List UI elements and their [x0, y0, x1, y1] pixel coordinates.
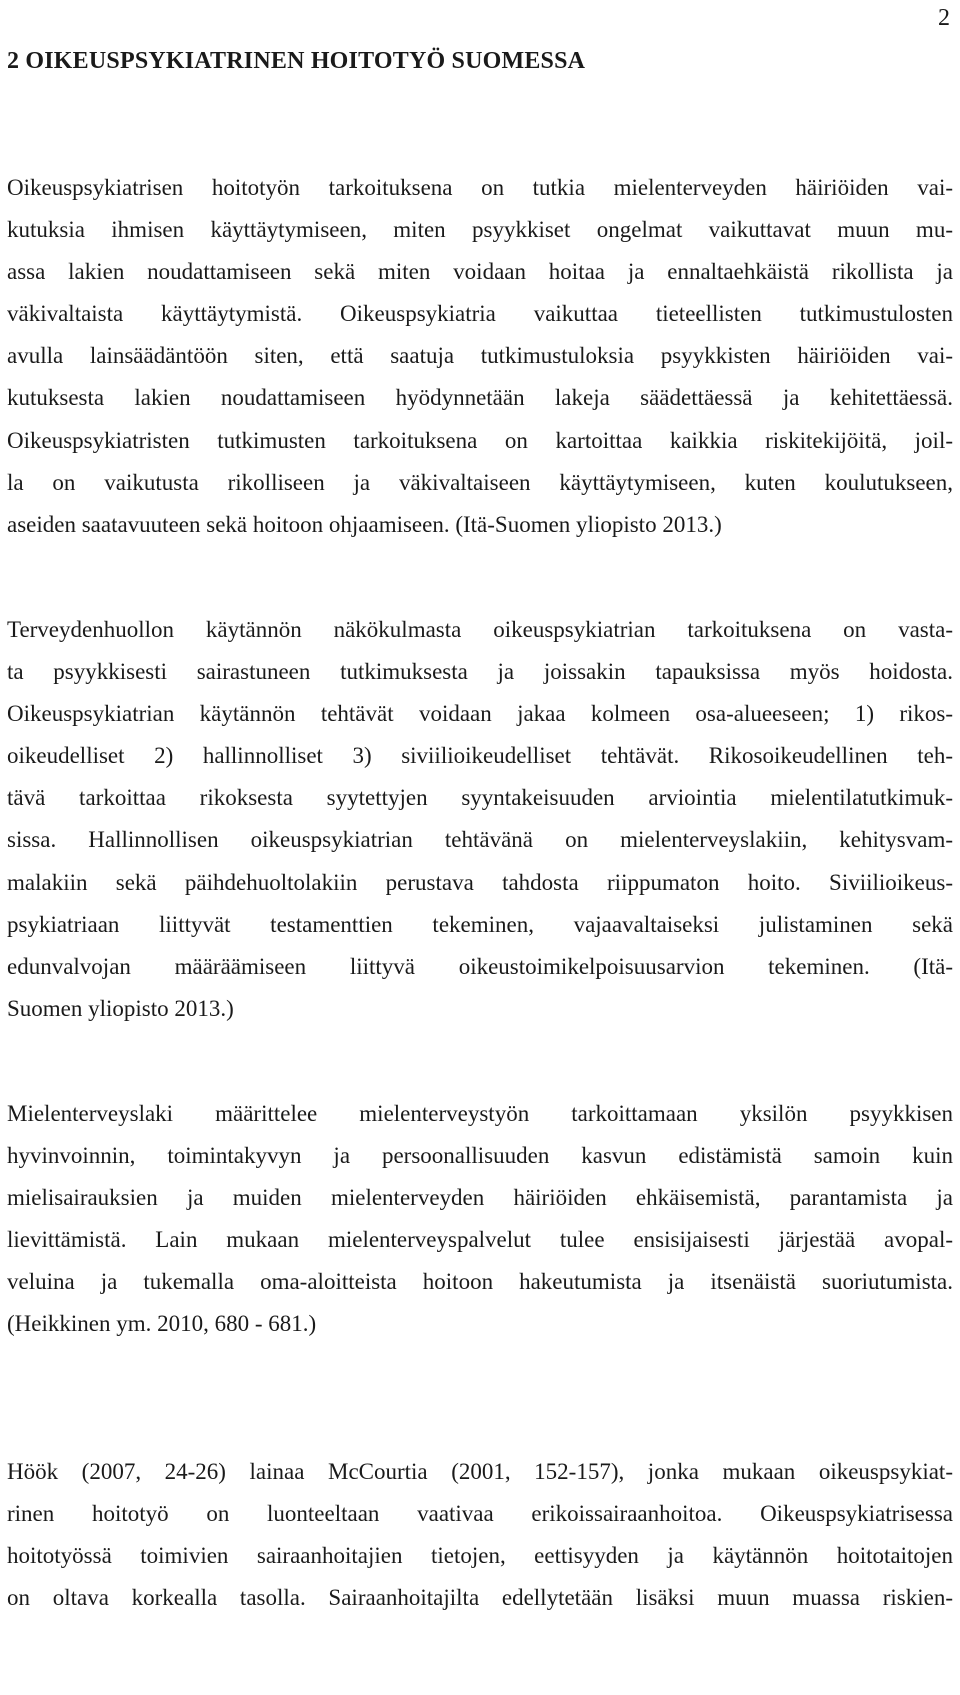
paragraph-mental-health-act [7, 1093, 953, 1346]
text-line: sissa. Hallinnollisen oikeuspsykiatrian tehtävänä on mielenterveyslakiin, kehitysvam- [7, 827, 953, 853]
text-line: Oikeuspsykiatristen tutkimusten tarkoituksena on kartoittaa kaikkia riskitekijöitä, joil- [7, 427, 953, 453]
chapter-heading: 2 OIKEUSPSYKIATRINEN HOITOTYÖ SUOMESSA [7, 48, 586, 74]
text-line: edunvalvojan määräämiseen liittyvä oikeustoimikelpoisuusarvion tekeminen. (Itä- [7, 953, 953, 979]
text-line: Mielenterveyslaki määrittelee mielenterveystyön tarkoittamaan yksilön psyykkisen [7, 1101, 953, 1126]
text-line: oikeudelliset 2) hallinnolliset 3) siviilioikeudelliset tehtävät. Rikosoikeudellinen teh- [7, 743, 953, 769]
text-line: Terveydenhuollon käytännön näkökulmasta oikeuspsykiatrian tarkoituksena on vasta- [7, 617, 953, 642]
text-line: Höök (2007, 24-26) lainaa McCourtia (2001, 152-157), jonka mukaan oikeuspsykiat- [7, 1459, 953, 1484]
text-line: hyvinvoinnin, toimintakyvyn ja persoonallisuuden kasvun edistämistä samoin kuin [7, 1143, 953, 1169]
text-line: veluina ja tukemalla oma-aloitteista hoitoon hakeutumista ja itsenäistä suoriutumista. [7, 1269, 953, 1295]
paragraph-forensic-nursing [7, 1451, 953, 1619]
text-line: väkivaltaista käyttäytymistä. Oikeuspsykiatria vaikuttaa tieteellisten tutkimustulosten [7, 301, 953, 327]
text-line: Oikeuspsykiatrisen hoitotyön tarkoituksena on tutkia mielenterveyden häiriöiden vai- [7, 175, 953, 200]
text-line: avulla lainsäädäntöön siten, että saatuja tutkimustuloksia psyykkisten häiriöiden vai- [7, 343, 953, 369]
text-line: on oltava korkealla tasolla. Sairaanhoitajilta edellytetään lisäksi muun muassa riskien- [7, 1585, 953, 1611]
paragraph-purpose [7, 167, 953, 546]
text-line: Suomen yliopisto 2013.) [7, 995, 234, 1021]
page-number: 2 [938, 5, 950, 31]
text-line: lievittämistä. Lain mukaan mielenterveyspalvelut tulee ensisijaisesti järjestää avopal- [7, 1227, 953, 1253]
text-line: (Heikkinen ym. 2010, 680 - 681.) [7, 1311, 317, 1337]
text-line: assa lakien noudattamiseen sekä miten voidaan hoitaa ja ennaltaehkäistä rikollista ja [7, 259, 953, 285]
text-line: kutuksia ihmisen käyttäytymiseen, miten psyykkiset ongelmat vaikuttavat muun mu- [7, 217, 953, 243]
text-line: ta psyykkisesti sairastuneen tutkimuksesta ja joissakin tapauksissa myös hoidosta. [7, 659, 953, 685]
text-line: psykiatriaan liittyvät testamenttien tekeminen, vajaavaltaiseksi julistaminen sekä [7, 911, 953, 937]
paragraph-practical-tasks [7, 609, 953, 1030]
text-line: Oikeuspsykiatrian käytännön tehtävät voidaan jakaa kolmeen osa-alueeseen; 1) rikos- [7, 701, 953, 727]
text-line: aseiden saatavuuteen sekä hoitoon ohjaamiseen. (Itä-Suomen yliopisto 2013.) [7, 511, 722, 537]
text-line: hoitotyössä toimivien sairaanhoitajien tietojen, eettisyyden ja käytännön hoitotaitojen [7, 1543, 953, 1569]
text-line: kutuksesta lakien noudattamiseen hyödynnetään lakeja säädettäessä ja kehitettäessä. [7, 385, 953, 411]
text-line: malakiin sekä päihdehuoltolakiin perustava tahdosta riippumaton hoito. Siviilioikeus- [7, 869, 953, 895]
text-line: rinen hoitotyö on luonteeltaan vaativaa erikoissairaanhoitoa. Oikeuspsykiatrisessa [7, 1501, 953, 1527]
text-line: tävä tarkoittaa rikoksesta syytettyjen syyntakeisuuden arviointia mielentilatutkimuk- [7, 785, 953, 811]
text-line: mielisairauksien ja muiden mielenterveyden häiriöiden ehkäisemistä, parantamista ja [7, 1185, 953, 1211]
text-line: la on vaikutusta rikolliseen ja väkivaltaiseen käyttäytymiseen, kuten koulutukseen, [7, 469, 953, 495]
